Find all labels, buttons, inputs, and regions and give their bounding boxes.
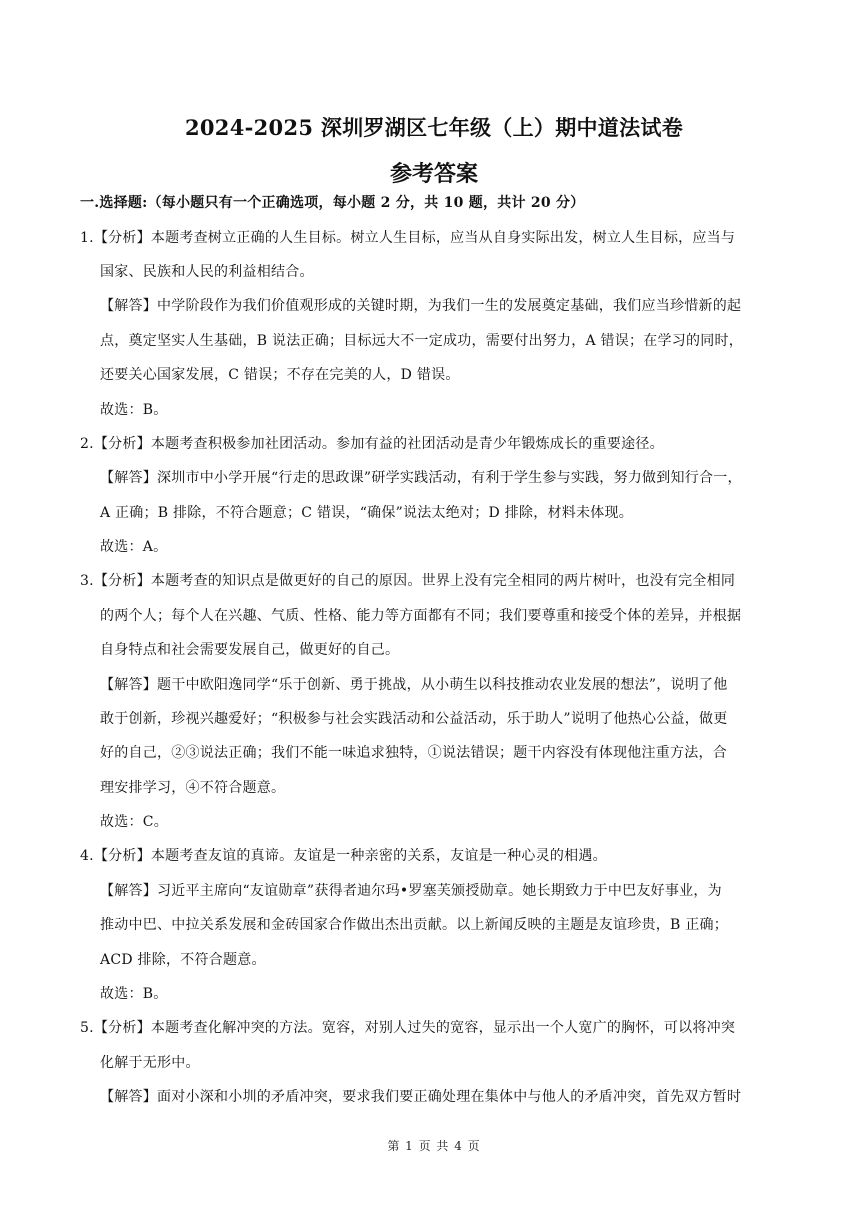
text-line: 还要关心国家发展，C 错误；不存在完美的人，D 错误。 bbox=[100, 367, 460, 383]
text-line: 理安排学习，④不符合题意。 bbox=[100, 780, 286, 796]
text-line: 自身特点和社会需要发展自己，做更好的自己。 bbox=[100, 642, 400, 658]
text-line: 推动中巴、中拉关系发展和金砖国家合作做出杰出贡献。以上新闻反映的主题是友谊珍贵，B 正确； bbox=[100, 917, 728, 933]
text-line: 国家、民族和人民的利益相结合。 bbox=[100, 264, 314, 280]
text-line: 【解答】习近平主席向“友谊勋章”获得者迪尔玛•罗塞芙颁授勋章。她长期致力于中巴友好事业，为 bbox=[100, 883, 722, 899]
text-line: 化解于无形中。 bbox=[100, 1055, 200, 1071]
text-line: 【解答】深圳市中小学开展“行走的思政课”研学实践活动，有利于学生参与实践，努力做到知行合一， bbox=[100, 470, 742, 486]
text-line: A 正确；B 排除，不符合题意；C 错误，“确保”说法太绝对；D 排除，材料未体现。 bbox=[100, 505, 633, 521]
text-line: 的两个人；每个人在兴趣、气质、性格、能力等方面都有不同；我们要尊重和接受个体的差异，并根据 bbox=[100, 608, 742, 624]
text-line: 【解答】题干中欧阳逸同学“乐于创新、勇于挑战，从小萌生以科技推动农业发展的想法”，说明了他 bbox=[100, 677, 728, 693]
text-line: 3.【分析】本题考查的知识点是做更好的自己的原因。世界上没有完全相同的两片树叶，也没有完全相同 bbox=[80, 573, 736, 589]
text-line: 4.【分析】本题考查友谊的真谛。友谊是一种亲密的关系，友谊是一种心灵的相遇。 bbox=[80, 848, 607, 864]
text-line: 故选：A。 bbox=[100, 539, 168, 555]
text-line: 5.【分析】本题考查化解冲突的方法。宽容，对别人过失的宽容，显示出一个人宽广的胸怀，可以将冲突 bbox=[80, 1020, 736, 1036]
text-line: 故选：B。 bbox=[100, 986, 168, 1002]
text-line: 好的自己，②③说法正确；我们不能一味追求独特，①说法错误；题干内容没有体现他注重方法，合 bbox=[100, 745, 727, 761]
text-line: 敢于创新，珍视兴趣爱好；“积极参与社会实践活动和公益活动，乐于助人”说明了他热心公益，做更 bbox=[100, 711, 728, 727]
text-line: 【解答】面对小深和小圳的矛盾冲突，要求我们要正确处理在集体中与他人的矛盾冲突，首先双方暂时 bbox=[100, 1089, 742, 1105]
text-line: 故选：C。 bbox=[100, 814, 168, 830]
text-line: ACD 排除，不符合题意。 bbox=[100, 952, 266, 968]
text-line: 1.【分析】本题考查树立正确的人生目标。树立人生目标，应当从自身实际出发，树立人生目标，应当与 bbox=[80, 230, 736, 246]
text-line: 故选：B。 bbox=[100, 402, 168, 418]
text-line: 【解答】中学阶段作为我们价值观形成的关键时期，为我们一生的发展奠定基础，我们应当珍惜新的起 bbox=[100, 298, 742, 314]
page-subtitle: 参考答案 bbox=[389, 161, 478, 187]
section-heading: 一.选择题:（每小题只有一个正确选项，每小题 2 分，共 10 题，共计 20 分） bbox=[80, 195, 585, 211]
page-title: 2024-2025 深圳罗湖区七年级（上）期中道法试卷 bbox=[184, 115, 684, 140]
text-line: 2.【分析】本题考查积极参加社团活动。参加有益的社团活动是青少年锻炼成长的重要途径。 bbox=[80, 436, 664, 452]
page-footer: 第 1 页 共 4 页 bbox=[387, 1139, 481, 1153]
text-line: 点，奠定坚实人生基础，B 说法正确；目标远大不一定成功，需要付出努力，A 错误；在学习的同时， bbox=[100, 333, 744, 349]
